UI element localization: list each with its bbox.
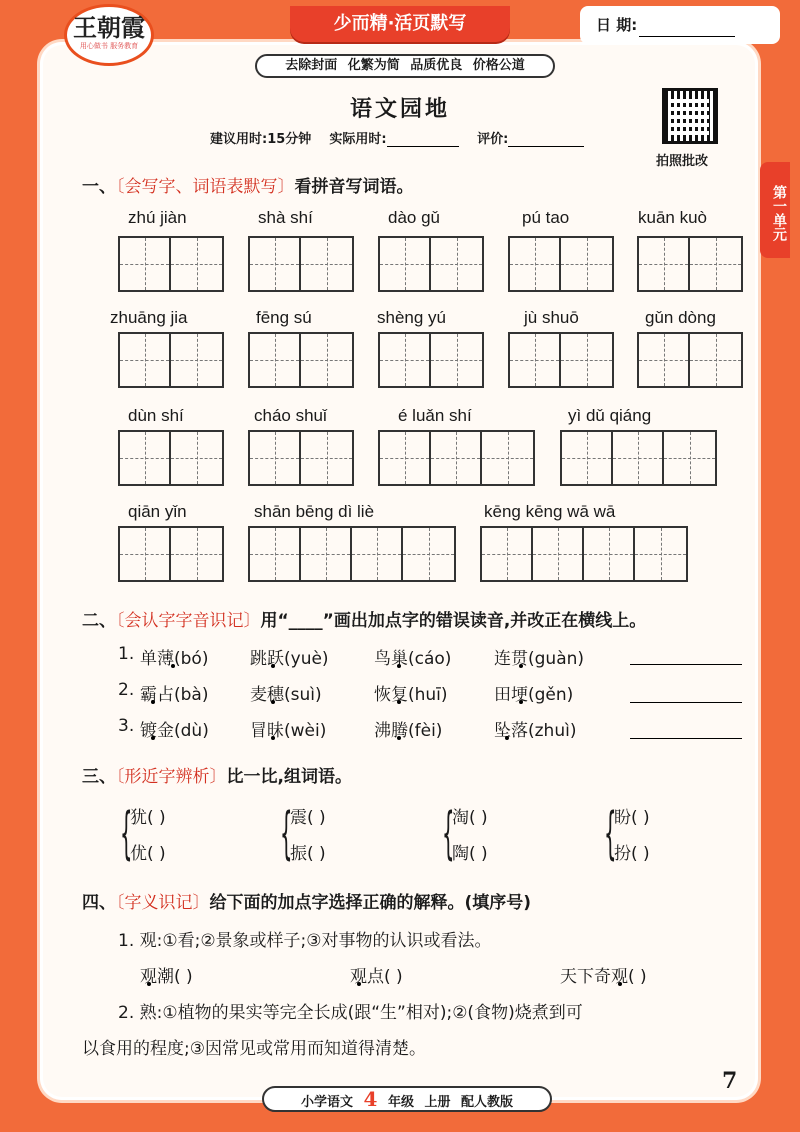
section2-tag: 〔会认字字音识记〕 bbox=[116, 611, 261, 631]
char-grid[interactable] bbox=[378, 332, 484, 388]
answer-item[interactable]: 观点( ) bbox=[350, 967, 403, 987]
section2-heading: 二、〔会认字字音识记〕用“____”画出加点字的错误读音,并改正在横线上。 bbox=[82, 611, 647, 631]
pinyin-label: dào gǔ bbox=[388, 208, 440, 227]
char-grid[interactable] bbox=[118, 526, 224, 582]
section3-tag: 〔形近字辨析〕 bbox=[116, 767, 227, 787]
word-item: 跳跃(yuè) bbox=[250, 649, 329, 669]
question-number: 3. bbox=[118, 716, 135, 736]
pinyin-label: gǔn dòng bbox=[645, 308, 716, 327]
pair-top[interactable]: 淘( ) bbox=[452, 808, 488, 828]
char-grid[interactable] bbox=[118, 236, 224, 292]
word-item: 冒昧(wèi) bbox=[250, 721, 327, 741]
answer-line[interactable] bbox=[630, 738, 742, 739]
char-grid[interactable] bbox=[637, 236, 743, 292]
slogan: 去除封面 化繁为简 品质优良 价格公道 bbox=[255, 54, 555, 78]
char-grid[interactable] bbox=[508, 332, 614, 388]
actual-time-blank[interactable] bbox=[387, 133, 459, 147]
pinyin-label: shà shí bbox=[258, 208, 313, 227]
question-number: 1. bbox=[118, 644, 135, 664]
pair-top[interactable]: 震( ) bbox=[290, 808, 326, 828]
pinyin-label: jù shuō bbox=[524, 308, 579, 327]
pinyin-label: qiān yǐn bbox=[128, 502, 187, 521]
word-item: 连贯(guàn) bbox=[494, 649, 585, 669]
pinyin-label: dùn shí bbox=[128, 406, 184, 425]
char-grid[interactable] bbox=[378, 236, 484, 292]
date-label: 日 期: bbox=[596, 16, 638, 34]
char-grid[interactable] bbox=[118, 332, 224, 388]
char-grid[interactable] bbox=[637, 332, 743, 388]
section1-heading: 一、〔会写字、词语表默写〕看拼音写词语。 bbox=[82, 177, 414, 197]
answer-item[interactable]: 观潮( ) bbox=[140, 967, 193, 987]
evaluation-label: 评价: bbox=[477, 132, 509, 147]
question-number: 2. bbox=[118, 680, 135, 700]
word-item: 沸腾(fèi) bbox=[374, 721, 443, 741]
word-pair: { 盼( ) 扮( ) bbox=[614, 800, 650, 872]
question-2-line1: 2. 熟:①植物的果实等完全长成(跟“生”相对);②(食物)烧煮到可 bbox=[118, 1003, 583, 1023]
word-item: 麦穗(suì) bbox=[250, 685, 322, 705]
logo bbox=[64, 4, 154, 66]
question-2-line2: 以食用的程度;③因常见或常用而知道得清楚。 bbox=[82, 1039, 426, 1059]
pinyin-label: zhú jiàn bbox=[128, 208, 187, 227]
word-item: 恢复(huī) bbox=[374, 685, 448, 705]
char-grid[interactable] bbox=[378, 430, 535, 486]
pinyin-label: shān bēng dì liè bbox=[254, 502, 375, 521]
footer-subject: 小学语文 bbox=[300, 1095, 353, 1110]
time-info bbox=[210, 128, 584, 147]
char-grid[interactable] bbox=[508, 236, 614, 292]
answer-item[interactable]: 天下奇观( ) bbox=[560, 967, 647, 987]
answer-line[interactable] bbox=[630, 664, 742, 665]
suggested-time: 建议用时:15分钟 bbox=[210, 132, 312, 147]
footer-badge bbox=[262, 1086, 552, 1112]
answer-line[interactable] bbox=[630, 702, 742, 703]
word-item: 霸占(bà) bbox=[140, 685, 209, 705]
date-input-line[interactable] bbox=[639, 15, 735, 37]
logo-subtext: 用心做书 服务教育 bbox=[79, 42, 139, 50]
pinyin-label: cháo shuǐ bbox=[254, 406, 327, 425]
date-box bbox=[580, 6, 780, 44]
word-pair: { 犹( ) 优( ) bbox=[130, 800, 166, 872]
char-grid[interactable] bbox=[118, 430, 224, 486]
page-number: 7 bbox=[722, 1068, 738, 1094]
word-item: 单薄(bó) bbox=[140, 649, 209, 669]
word-item: 坠落(zhuì) bbox=[494, 721, 577, 741]
pair-bottom[interactable]: 陶( ) bbox=[452, 844, 488, 864]
logo-text: 王朝霞 bbox=[73, 13, 145, 42]
unit-tab: 第一单元 bbox=[760, 162, 790, 258]
pinyin-label: shèng yú bbox=[377, 308, 446, 327]
pinyin-label: é luǎn shí bbox=[398, 406, 472, 425]
question-1: 1. 观:①看;②景象或样子;③对事物的认识或看法。 bbox=[118, 931, 492, 951]
char-grid[interactable] bbox=[248, 236, 354, 292]
pinyin-label: kēng kēng wā wā bbox=[484, 502, 616, 521]
header-banner: 少而精·活页默写 bbox=[290, 6, 510, 42]
section4-heading: 四、〔字义识记〕给下面的加点字选择正确的解释。(填序号) bbox=[82, 893, 532, 913]
pinyin-label: kuān kuò bbox=[638, 208, 707, 227]
actual-time-label: 实际用时: bbox=[329, 132, 387, 147]
qr-code[interactable] bbox=[662, 88, 718, 144]
pair-top[interactable]: 犹( ) bbox=[130, 808, 166, 828]
pinyin-label: zhuāng jia bbox=[110, 308, 188, 327]
char-grid[interactable] bbox=[560, 430, 717, 486]
pinyin-label: yì dǔ qiáng bbox=[568, 406, 652, 425]
page-title: 语文园地 bbox=[349, 97, 450, 122]
section1-tag: 〔会写字、词语表默写〕 bbox=[116, 177, 295, 197]
char-grid[interactable] bbox=[248, 526, 456, 582]
evaluation-blank[interactable] bbox=[508, 133, 584, 147]
footer-grade: 年级 上册 配人教版 bbox=[387, 1095, 514, 1110]
word-item: 鸟巢(cáo) bbox=[374, 649, 452, 669]
footer-grade-number: 4 bbox=[363, 1087, 378, 1111]
pair-top[interactable]: 盼( ) bbox=[614, 808, 650, 828]
section4-tag: 〔字义识记〕 bbox=[116, 893, 210, 913]
word-pair: { 震( ) 振( ) bbox=[290, 800, 326, 872]
char-grid[interactable] bbox=[480, 526, 688, 582]
pair-bottom[interactable]: 扮( ) bbox=[614, 844, 650, 864]
word-item: 田埂(gěn) bbox=[494, 685, 574, 705]
pinyin-label: fēng sú bbox=[256, 308, 312, 327]
word-item: 镀金(dù) bbox=[140, 721, 209, 741]
char-grid[interactable] bbox=[248, 332, 354, 388]
pair-bottom[interactable]: 优( ) bbox=[130, 844, 166, 864]
word-pair: { 淘( ) 陶( ) bbox=[452, 800, 488, 872]
char-grid[interactable] bbox=[248, 430, 354, 486]
qr-label: 拍照批改 bbox=[656, 154, 709, 169]
pinyin-label: pú tao bbox=[522, 208, 570, 227]
section3-heading: 三、〔形近字辨析〕比一比,组词语。 bbox=[82, 767, 352, 787]
pair-bottom[interactable]: 振( ) bbox=[290, 844, 326, 864]
